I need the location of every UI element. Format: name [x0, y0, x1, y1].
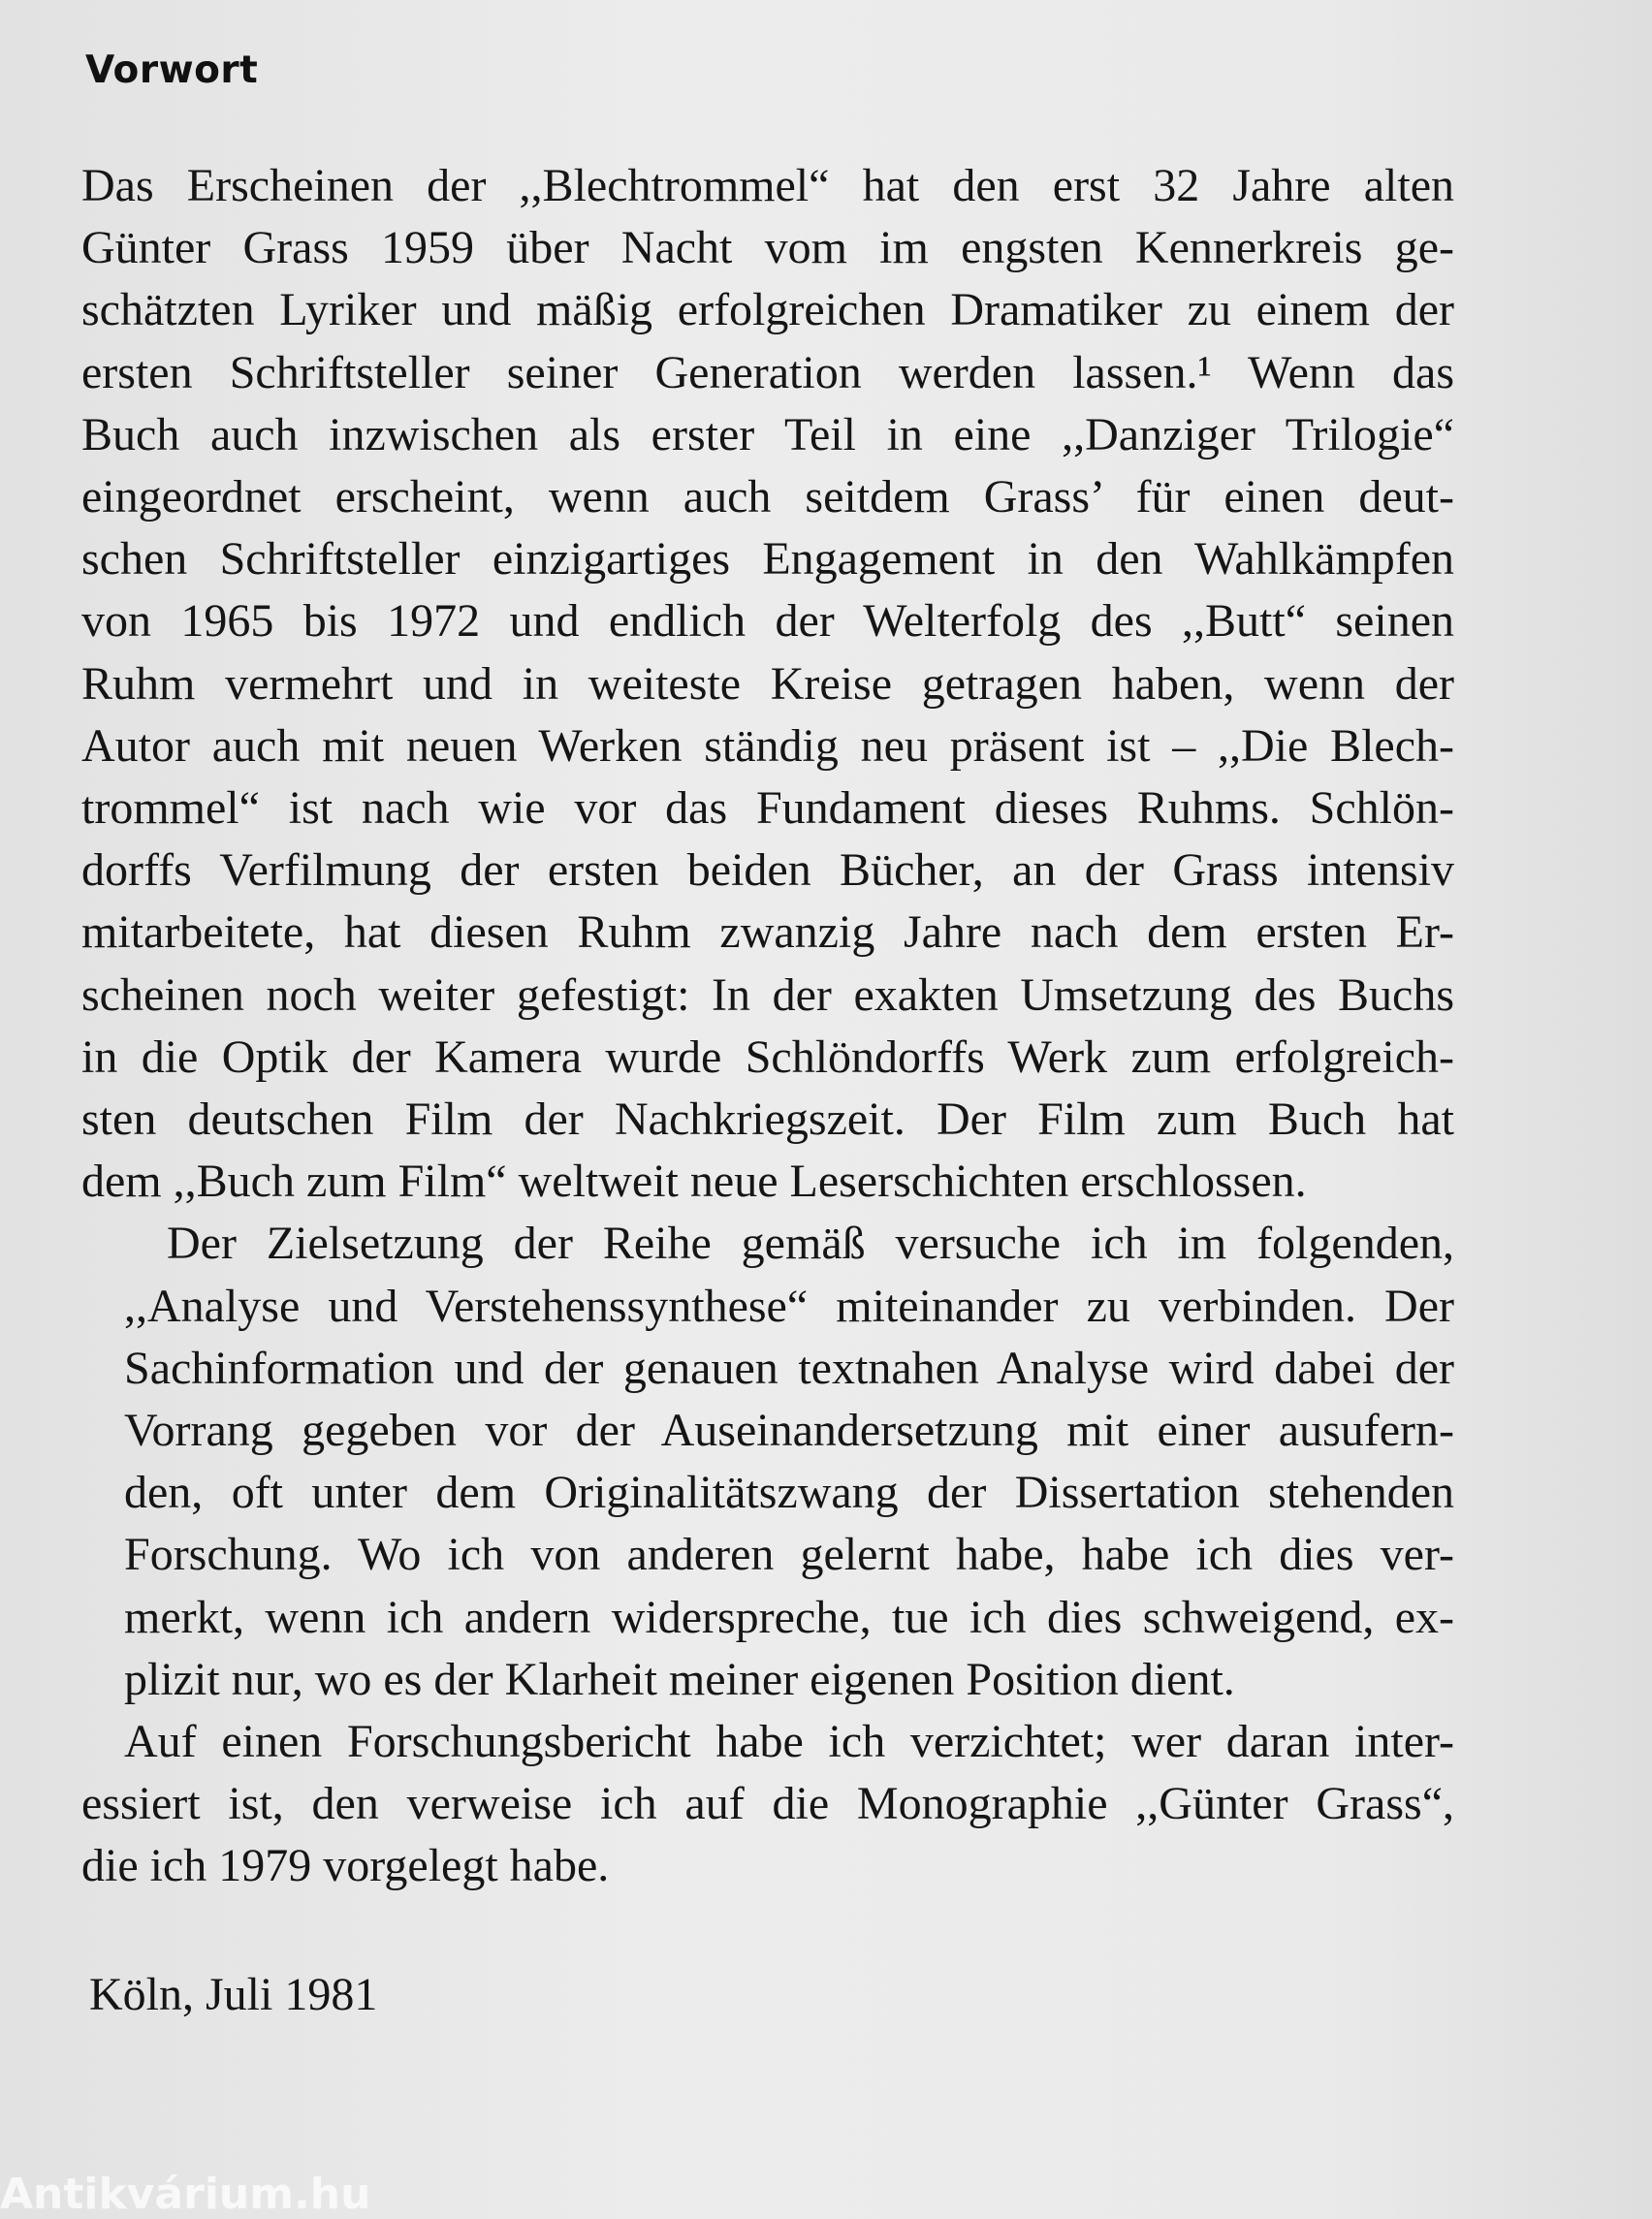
text-line: merkt, wenn ich andern widerspreche, tue ich dies schweigend, ex-: [124, 1591, 1454, 1643]
text-line: Sachinformation und der genauen textnahen Analyse wird dabei der: [124, 1342, 1454, 1394]
text-line: dem ,,Buch zum Film“ weltweit neue Leserschichten erschlossen.: [81, 1156, 1307, 1208]
paragraph-1: [81, 155, 1454, 1213]
text-line: schätzten Lyriker und mäßig erfolgreichen Dramatiker zu einem der: [81, 284, 1454, 336]
text-line: Buch auch inzwischen als erster Teil in eine ,,Danziger Trilogie“: [81, 408, 1454, 460]
text-line: von 1965 bis 1972 und endlich der Welterfolg des ,,Butt“ seinen: [81, 595, 1454, 648]
text-line: plizit nur, wo es der Klarheit meiner eigenen Position dient.: [124, 1653, 1235, 1705]
text-line: Autor auch mit neuen Werken ständig neu präsent ist – ,,Die Blech-: [81, 719, 1454, 772]
text-line: ersten Schriftsteller seiner Generation werden lassen.¹ Wenn das: [81, 346, 1454, 398]
text-line: Auf einen Forschungsbericht habe ich verzichtet; wer daran inter-: [124, 1716, 1454, 1768]
text-line: sten deutschen Film der Nachkriegszeit. Der Film zum Buch hat: [81, 1094, 1454, 1146]
text-line: Ruhm vermehrt und in weiteste Kreise getragen haben, wenn der: [81, 657, 1454, 710]
text-line: den, oft unter dem Originalitätszwang der Dissertation stehenden: [124, 1467, 1454, 1519]
text-line: essiert ist, den verweise ich auf die Monographie ,,Günter Grass“,: [81, 1778, 1454, 1830]
text-line: scheinen noch weiter gefestigt: In der exakten Umsetzung des Buchs: [81, 968, 1454, 1021]
text-line: Der Zielsetzung der Reihe gemäß versuche ich im folgenden,: [167, 1218, 1454, 1270]
text-line: Forschung. Wo ich von anderen gelernt habe, habe ich dies ver-: [124, 1529, 1454, 1581]
text-line: Vorrang gegeben vor der Auseinandersetzung mit einer ausufern-: [124, 1405, 1454, 1457]
text-line: ,,Analyse und Verstehenssynthese“ miteinander zu verbinden. Der: [124, 1280, 1454, 1332]
paragraph-2: [81, 1213, 1454, 1711]
text-line: die ich 1979 vorgelegt habe.: [81, 1840, 610, 1892]
page-heading: Vorwort: [85, 48, 259, 92]
text-line: mitarbeitete, hat diesen Ruhm zwanzig Jahre nach dem ersten Er-: [81, 906, 1454, 959]
text-line: Das Erscheinen der ,,Blechtrommel“ hat den erst 32 Jahre alten: [81, 160, 1454, 211]
body-text: [81, 155, 1454, 1898]
text-line: trommel“ ist nach wie vor das Fundament dieses Ruhms. Schlön-: [81, 782, 1454, 835]
text-line: eingeordnet erscheint, wenn auch seitdem Grass’ für einen deut-: [81, 471, 1454, 523]
place-date-signature: Köln, Juli 1981: [89, 1969, 378, 2020]
watermark: Antikvárium.hu: [0, 2170, 371, 2219]
text-line: Günter Grass 1959 über Nacht vom im engsten Kennerkreis ge-: [81, 222, 1454, 274]
text-line: dorffs Verfilmung der ersten beiden Bücher, an der Grass intensiv: [81, 844, 1454, 897]
text-line: in die Optik der Kamera wurde Schlöndorffs Werk zum erfolgreich-: [81, 1030, 1454, 1083]
text-line: schen Schriftsteller einzigartiges Engagement in den Wahlkämpfen: [81, 533, 1454, 586]
paragraph-3: [81, 1711, 1454, 1898]
